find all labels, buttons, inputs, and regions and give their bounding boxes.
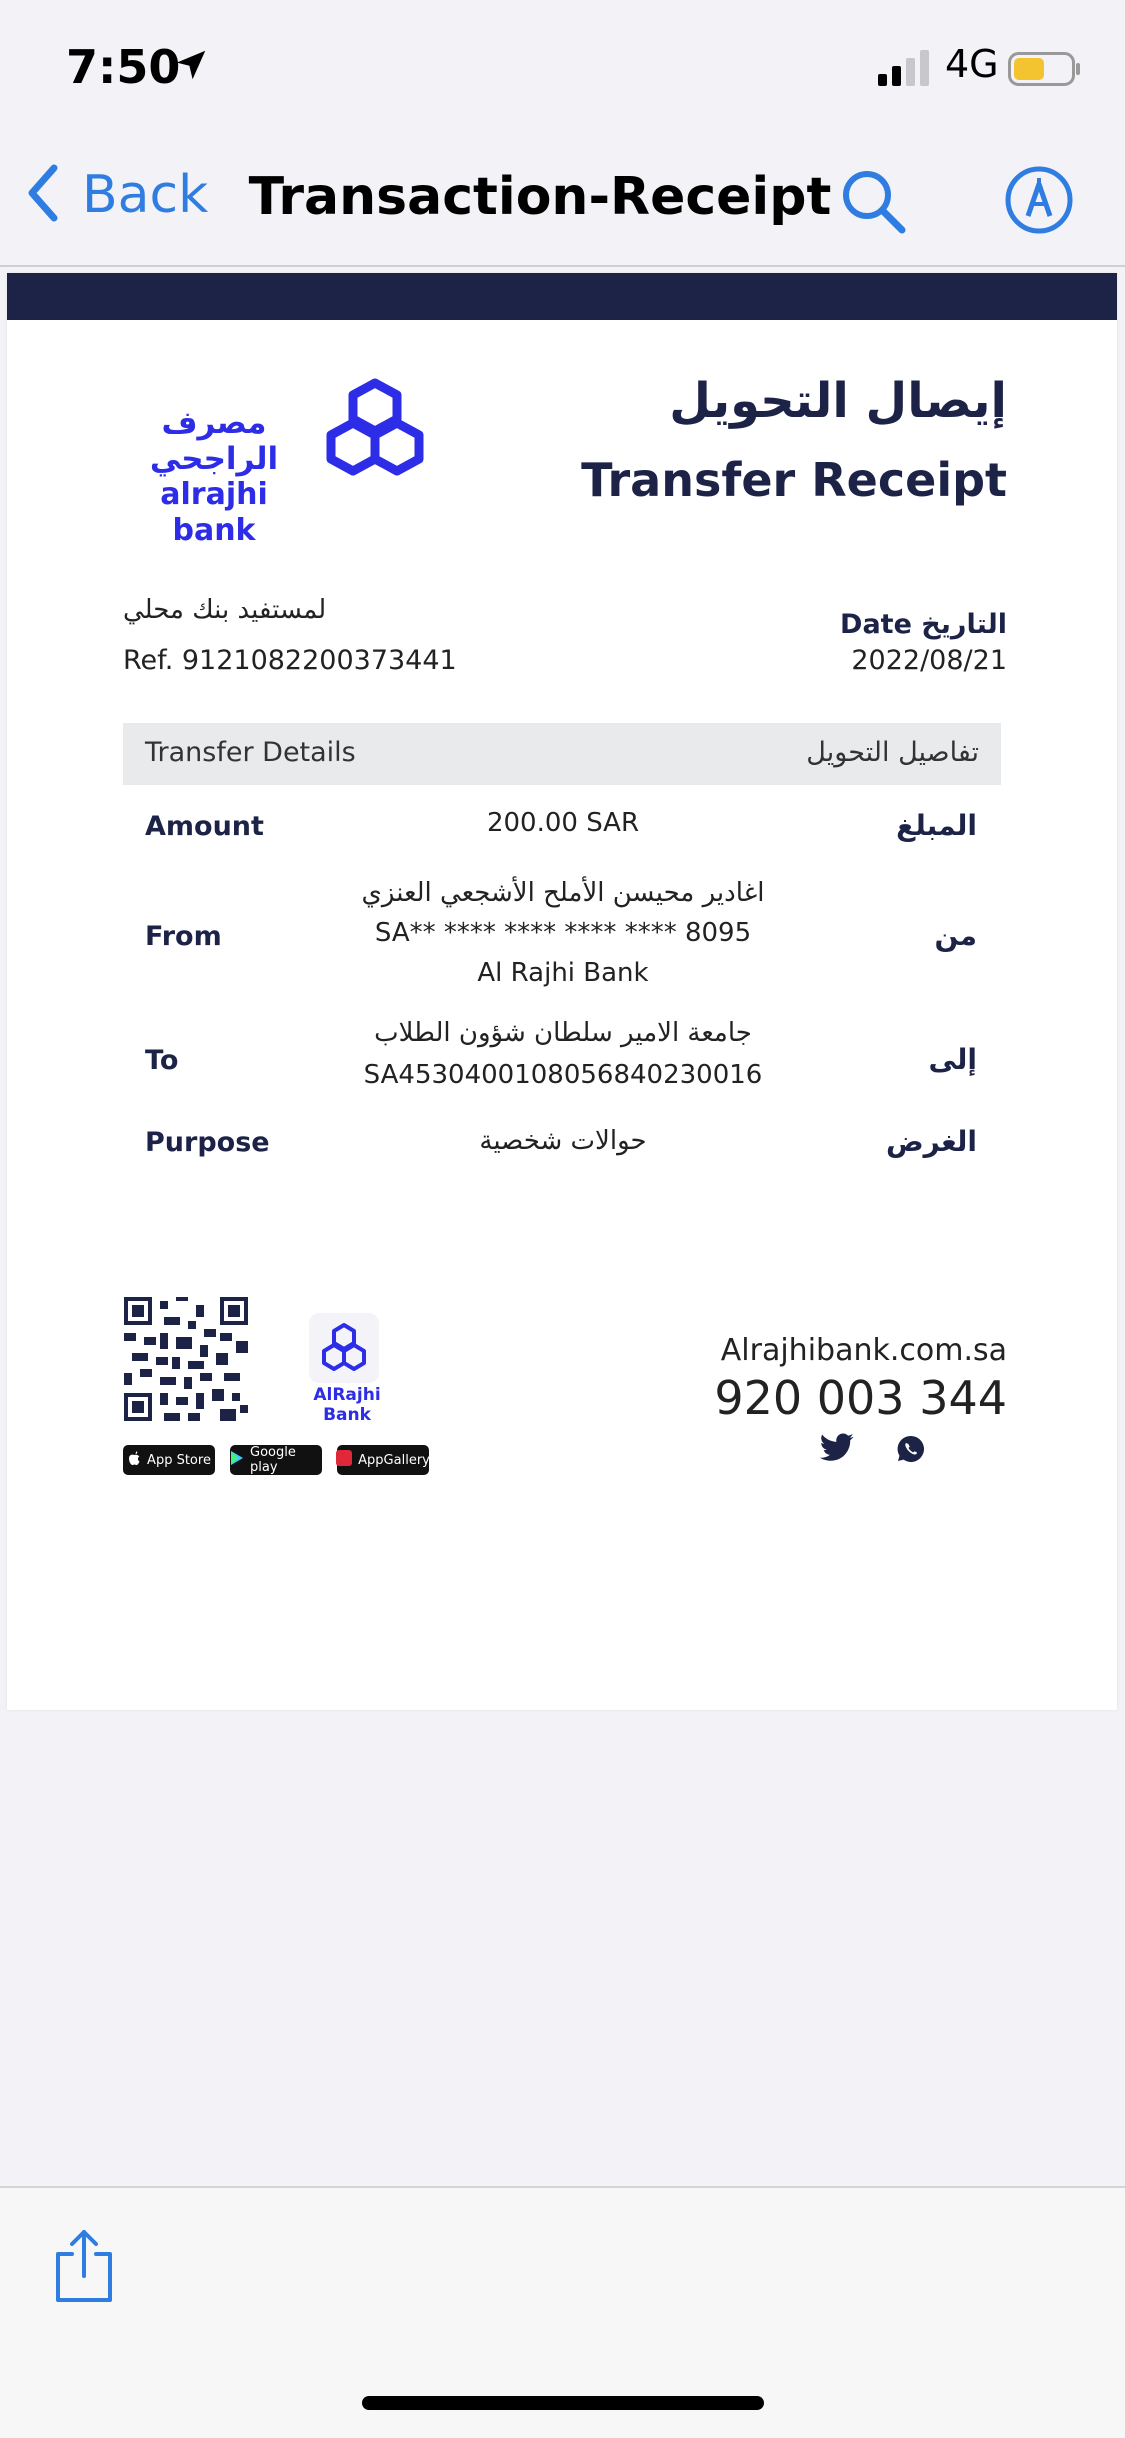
row-value-line: SA** **** **** **** **** 8095 bbox=[374, 918, 752, 948]
row-value-line: جامعة الامير سلطان شؤون الطلاب bbox=[374, 1018, 752, 1048]
nav-bar bbox=[0, 140, 1125, 267]
markup-icon[interactable] bbox=[1003, 164, 1075, 240]
play-icon bbox=[230, 1450, 244, 1470]
row-label-arabic: الغرض bbox=[886, 1125, 977, 1158]
back-label: Back bbox=[82, 165, 209, 225]
status-time: 7:50 bbox=[66, 40, 181, 94]
huawei-icon bbox=[336, 1450, 352, 1470]
bank-phone: 920 003 344 bbox=[714, 1371, 1007, 1425]
app-name: AlRajhi Bank bbox=[313, 1385, 381, 1425]
app-store-badge[interactable] bbox=[123, 1445, 215, 1475]
search-icon[interactable] bbox=[838, 166, 908, 240]
network-type: 4G bbox=[945, 42, 999, 86]
page-title: Transaction-Receipt bbox=[248, 167, 832, 227]
qr-code-icon bbox=[124, 1297, 248, 1425]
receipt-header-band bbox=[7, 273, 1117, 320]
row-label-english: Purpose bbox=[145, 1127, 270, 1158]
badge-label: AppGallery bbox=[358, 1452, 430, 1468]
row-value-line: SA4530400108056840230016 bbox=[363, 1060, 763, 1090]
receipt-document bbox=[7, 273, 1117, 1710]
apple-icon bbox=[127, 1450, 141, 1470]
date-label: Date التاريخ bbox=[840, 609, 1007, 640]
row-value: حوالات شخصية bbox=[479, 1126, 647, 1156]
logo-english: alrajhi bank bbox=[160, 477, 268, 548]
bank-logo-text bbox=[124, 405, 304, 549]
receipt-title-english: Transfer Receipt bbox=[581, 453, 1007, 507]
row-label-english: From bbox=[145, 921, 222, 952]
badge-label: App Store bbox=[147, 1452, 211, 1468]
whatsapp-icon bbox=[895, 1433, 927, 1469]
row-label-english: Amount bbox=[145, 811, 264, 842]
details-header-arabic: تفاصيل التحويل bbox=[806, 737, 979, 768]
details-header-english: Transfer Details bbox=[145, 737, 356, 768]
google-play-badge[interactable] bbox=[230, 1445, 322, 1475]
app-gallery-badge[interactable] bbox=[337, 1445, 429, 1475]
row-value-line: Al Rajhi Bank bbox=[477, 958, 649, 988]
date-value: 2022/08/21 bbox=[851, 645, 1007, 676]
location-arrow-icon bbox=[172, 46, 210, 88]
beneficiary-type: لمستفيد بنك محلي bbox=[123, 595, 327, 625]
share-icon[interactable] bbox=[52, 2228, 116, 2308]
badge-label: Google play bbox=[250, 1445, 296, 1475]
battery-icon bbox=[1008, 52, 1082, 90]
reference-number: Ref. 9121082200373441 bbox=[123, 645, 457, 676]
status-bar bbox=[0, 0, 1125, 140]
bank-website: Alrajhibank.com.sa bbox=[720, 1333, 1007, 1368]
home-indicator bbox=[362, 2396, 764, 2410]
row-label-arabic: من bbox=[934, 919, 977, 952]
row-label-english: To bbox=[145, 1045, 179, 1076]
receipt-title-arabic: إيصال التحويل bbox=[669, 373, 1007, 429]
twitter-icon bbox=[819, 1433, 855, 1467]
row-label-arabic: المبلغ bbox=[896, 809, 977, 842]
bank-logo-mark-icon bbox=[315, 375, 435, 499]
logo-arabic: مصرف الراجحي bbox=[149, 405, 279, 477]
row-value: 200.00 SAR bbox=[486, 808, 640, 838]
signal-icon bbox=[878, 50, 934, 88]
transfer-details-header bbox=[123, 723, 1001, 785]
row-label-arabic: إلى bbox=[928, 1043, 977, 1076]
app-logo-icon bbox=[309, 1313, 379, 1383]
row-value-line: اغادير محيسن الأملح الأشجعي العنزي bbox=[361, 878, 765, 908]
